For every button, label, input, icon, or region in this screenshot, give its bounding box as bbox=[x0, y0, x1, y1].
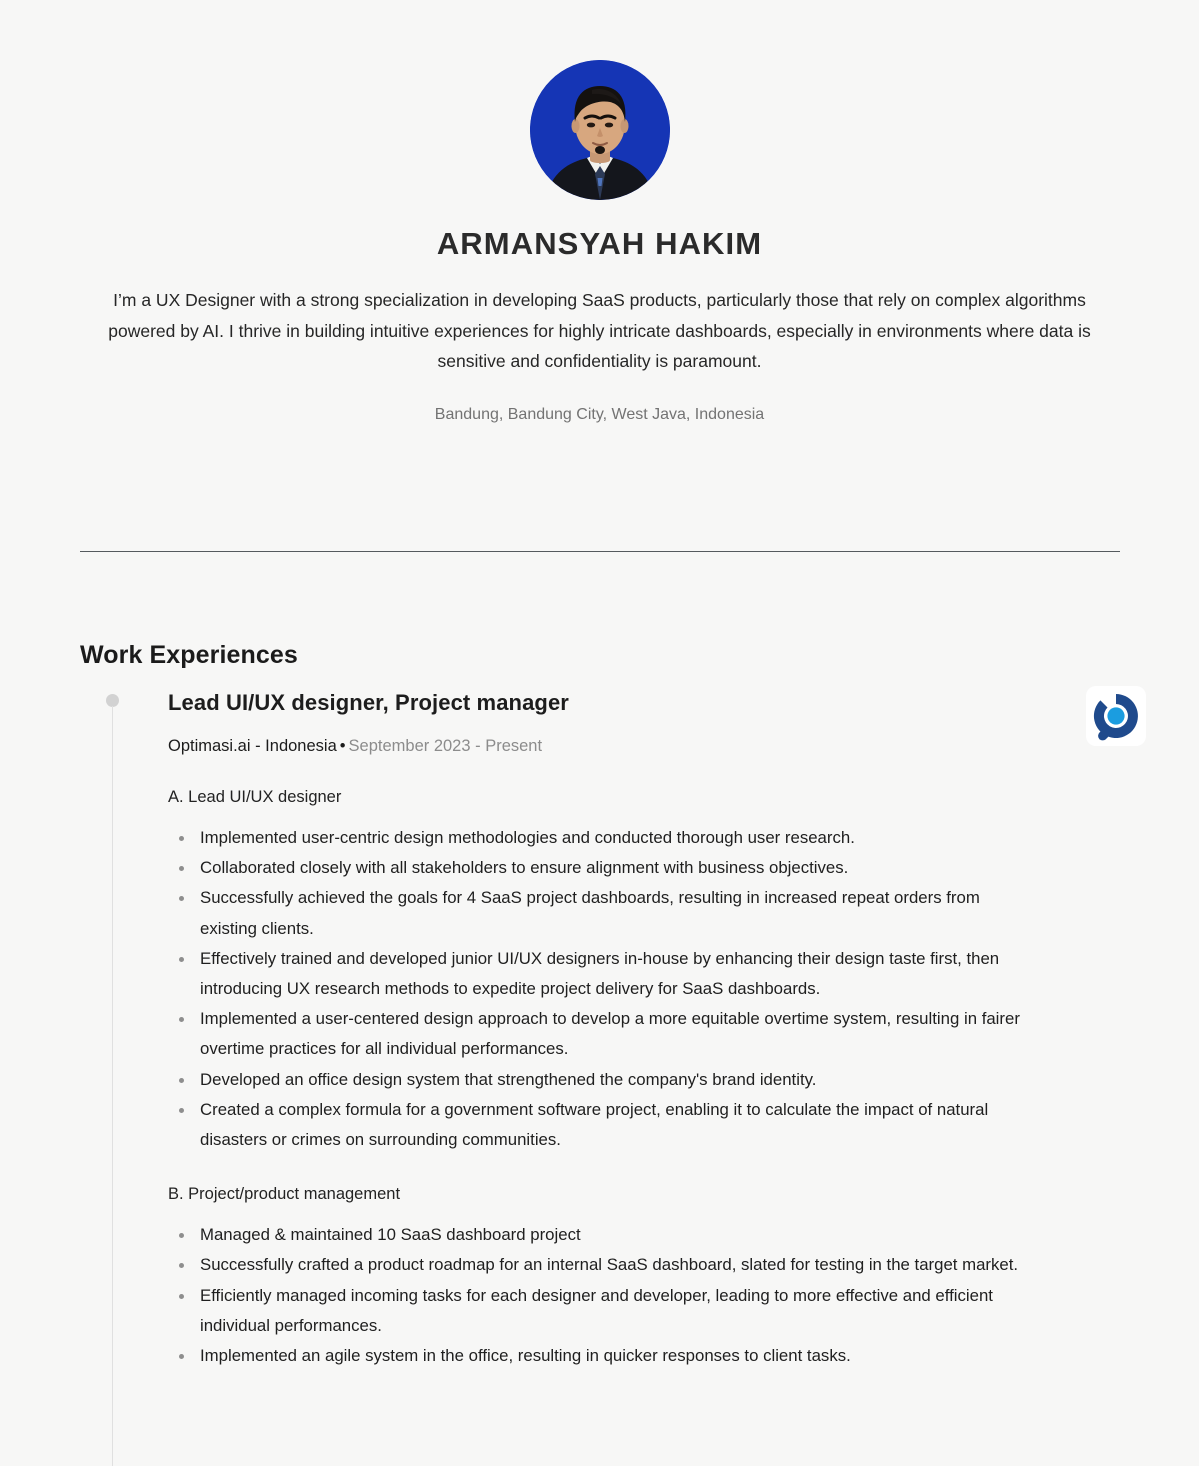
employment-dates: September 2023 - Present bbox=[348, 737, 543, 755]
list-item: Implemented an agile system in the office, resulting in quicker responses to client tasks. bbox=[168, 1341, 1036, 1371]
group-b-bullets bbox=[168, 1220, 1036, 1371]
group-b-heading: B. Project/product management bbox=[168, 1185, 401, 1204]
page-title: ARMANSYAH HAKIM bbox=[436, 226, 763, 261]
list-item: Implemented a user-centered design approach to develop a more equitable overtime system, resulting in fairer overtime practices for all individual performances. bbox=[168, 1004, 1036, 1064]
optimasi-ai-logo-icon bbox=[1086, 686, 1146, 746]
section-heading-work-experiences: Work Experiences bbox=[80, 640, 298, 669]
company-name: Optimasi.ai - Indonesia bbox=[168, 737, 337, 755]
list-item: Successfully achieved the goals for 4 SaaS project dashboards, resulting in increased repeat orders from existing clients. bbox=[168, 883, 1036, 943]
profile-summary: I’m a UX Designer with a strong specialization in developing SaaS products, particularly those that rely on complex algorithms powered by AI. I thrive in building intuitive experiences for highly intricate dashboards, especially in environments where data is sensitive and confidentiality is paramount. bbox=[108, 290, 1091, 372]
group-a-heading: A. Lead UI/UX designer bbox=[168, 788, 342, 806]
list-item: Successfully crafted a product roadmap for an internal SaaS dashboard, slated for testing in the target market. bbox=[168, 1250, 1036, 1280]
list-item: Developed an office design system that strengthened the company's brand identity. bbox=[168, 1065, 1036, 1095]
list-item: Effectively trained and developed junior UI/UX designers in-house by enhancing their design taste first, then introducing UX research methods to expedite project delivery for SaaS dashboards. bbox=[168, 944, 1036, 1004]
section-divider bbox=[80, 551, 1120, 552]
avatar bbox=[530, 60, 670, 200]
job-title: Lead UI/UX designer, Project manager bbox=[168, 690, 569, 715]
list-item: Efficiently managed incoming tasks for each designer and developer, leading to more effective and efficient individual performances. bbox=[168, 1281, 1036, 1341]
list-item: Managed & maintained 10 SaaS dashboard project bbox=[168, 1220, 1036, 1250]
list-item: Collaborated closely with all stakeholders to ensure alignment with business objectives. bbox=[168, 853, 1036, 883]
job-meta bbox=[168, 734, 1036, 758]
list-item: Created a complex formula for a government software project, enabling it to calculate the impact of natural disasters or crimes on surrounding communities. bbox=[168, 1095, 1036, 1155]
list-item: Implemented user-centric design methodologies and conducted thorough user research. bbox=[168, 823, 1036, 853]
group-a-bullets bbox=[168, 823, 1036, 1155]
experience-timeline bbox=[106, 688, 1146, 1371]
avatar-photo bbox=[530, 60, 670, 200]
profile-location: Bandung, Bandung City, West Java, Indonesia bbox=[434, 405, 765, 423]
meta-separator: • bbox=[339, 737, 346, 755]
timeline-line bbox=[112, 706, 113, 1466]
experience-entry bbox=[168, 688, 1146, 1371]
profile-header bbox=[0, 0, 1199, 427]
